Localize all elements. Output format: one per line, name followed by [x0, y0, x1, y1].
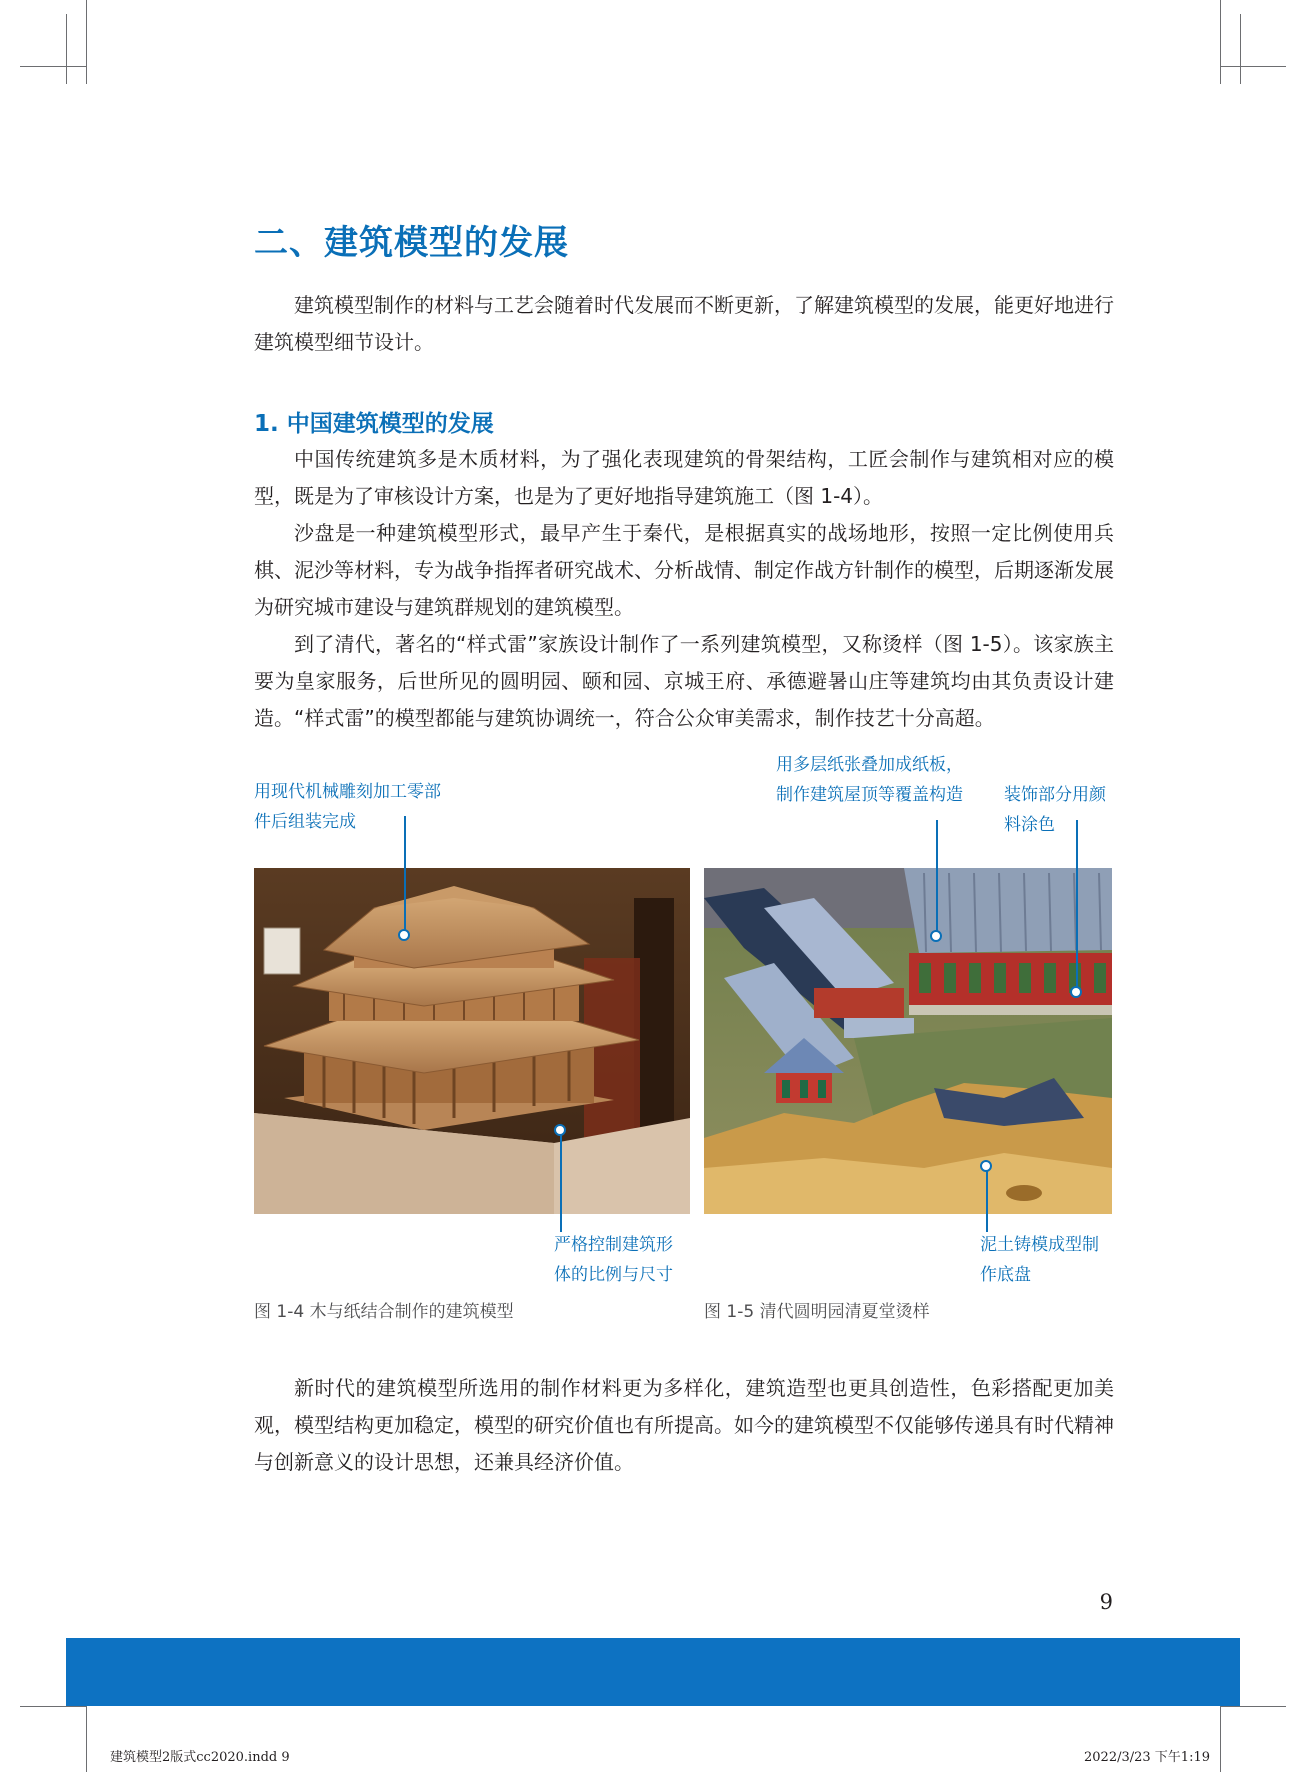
crop-mark	[1220, 1706, 1286, 1707]
crop-mark	[1220, 66, 1286, 67]
fig4-pointer-dot	[398, 929, 410, 941]
fig4-callout-bottom: 严格控制建筑形 体的比例与尺寸	[554, 1235, 673, 1285]
crop-mark	[1240, 14, 1241, 84]
intro-paragraph: 建筑模型制作的材料与工艺会随着时代发展而不断更新，了解建筑模型的发展，能更好地进行建筑模型细节设计。	[254, 293, 1114, 354]
slug-file-name: 建筑模型2版式cc2020.indd 9	[110, 1750, 290, 1765]
crop-mark	[1220, 0, 1221, 84]
slug-timestamp: 2022/3/23 下午1:19	[1084, 1750, 1210, 1765]
figure-1-4-caption: 图 1-4 木与纸结合制作的建筑模型	[254, 1302, 514, 1322]
subsection-title: 1. 中国建筑模型的发展	[254, 411, 494, 437]
figure-1-5-caption: 图 1-5 清代圆明园清夏堂烫样	[704, 1302, 930, 1322]
fig5-pointer-dot	[980, 1160, 992, 1172]
fig5-pointer-dot	[930, 930, 942, 942]
fig5-leader-top-left	[936, 820, 938, 936]
wooden-pavilion-model-image	[254, 868, 690, 1214]
closing-paragraph: 新时代的建筑模型所选用的制作材料更为多样化，建筑造型也更具创造性，色彩搭配更加美观，模型结构更加稳定，模型的研究价值也有所提高。如今的建筑模型不仅能够传递具有时代精神与创新意义的设计思想，还兼具经济价值。	[254, 1376, 1114, 1474]
fig5-pointer-dot	[1070, 986, 1082, 998]
crop-mark	[20, 1706, 86, 1707]
fig5-leader-top-right	[1076, 820, 1078, 992]
body-paragraph: 沙盘是一种建筑模型形式，最早产生于秦代，是根据真实的战场地形，按照一定比例使用兵棋、泥沙等材料，专为战争指挥者研究战术、分析战情、制定作战方针制作的模型，后期逐渐发展为研究城市建设与建筑群规划的建筑模型。	[254, 521, 1114, 619]
fig4-leader-top	[404, 816, 406, 934]
fig4-callout-top: 用现代机械雕刻加工零部 件后组装完成	[254, 782, 441, 832]
fig5-callout-top-right: 装饰部分用颜 料涂色	[1004, 785, 1106, 835]
footer-band	[66, 1638, 1240, 1706]
crop-mark	[86, 0, 87, 84]
fig4-leader-bottom	[560, 1130, 562, 1232]
body-paragraph: 中国传统建筑多是木质材料，为了强化表现建筑的骨架结构，工匠会制作与建筑相对应的模型，既是为了审核设计方案，也是为了更好地指导建筑施工（图 1-4）。	[254, 447, 1114, 508]
fig5-callout-bottom: 泥土铸模成型制 作底盘	[980, 1235, 1099, 1285]
figure-1-4-photo	[254, 868, 690, 1214]
fig5-callout-top-left: 用多层纸张叠加成纸板， 制作建筑屋顶等覆盖构造	[776, 755, 963, 805]
crop-mark	[66, 14, 67, 84]
fig5-leader-bottom	[986, 1166, 988, 1232]
qing-tangyang-model-image	[704, 868, 1112, 1214]
figure-1-5-photo	[704, 868, 1112, 1214]
page-number: 9	[1099, 1590, 1113, 1614]
crop-mark	[20, 66, 86, 67]
body-paragraph: 到了清代，著名的“样式雷”家族设计制作了一系列建筑模型，又称烫样（图 1-5）。该家族主要为皇家服务，后世所见的圆明园、颐和园、京城王府、承德避暑山庄等建筑均由其负责设计建造。“样式雷”的模型都能与建筑协调统一，符合公众审美需求，制作技艺十分高超。	[254, 632, 1114, 730]
section-title: 二、建筑模型的发展	[254, 223, 569, 263]
fig4-pointer-dot	[554, 1124, 566, 1136]
